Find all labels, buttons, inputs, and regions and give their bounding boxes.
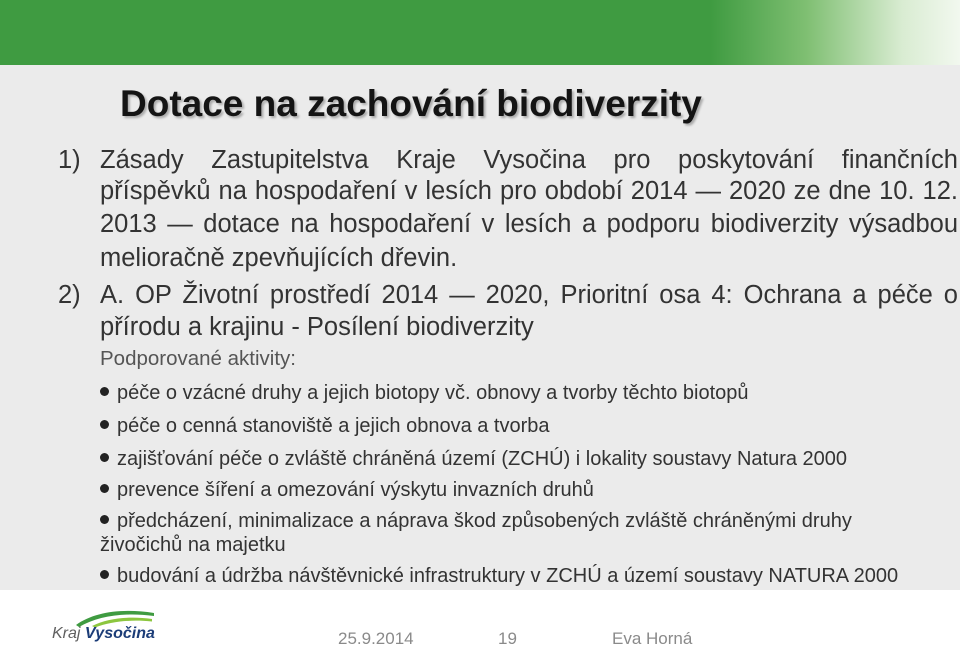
bullet-icon [100,570,109,579]
activity-text: péče o vzácné druhy a jejich biotopy vč. obnovy a tvorby těchto biotopů [117,382,749,404]
activity-text: budování a údržba návštěvnické infrastruktury v ZCHÚ a území soustavy NATURA 2000 [117,565,899,587]
item-2-line-1: A. OP Životní prostředí 2014 — 2020, Prioritní osa 4: Ochrana a péče o [100,281,958,309]
item-1-line-4: melioračně zpevňujících dřevin. [100,244,458,272]
bullet-icon [100,515,109,524]
activity-text: péče o cenná stanoviště a jejich obnova a tvorba [117,415,550,437]
slide-title: Dotace na zachování biodiverzity [120,83,702,124]
logo-wordmark [52,624,155,644]
item-1-line-3: 2013 — dotace na hospodaření v lesích a podporu biodiverzity výsadbou [100,210,958,238]
footer-date: 25.9.2014 [338,629,414,648]
activity-text: zajišťování péče o zvláště chráněná území (ZCHÚ) i lokality soustavy Natura 2000 [117,448,848,470]
activity-item [100,414,950,438]
bullet-icon [100,453,109,462]
item-1-line-2: příspěvků na hospodaření v lesích pro období 2014 — 2020 ze dne 10. 12. [100,177,958,205]
bullet-icon [100,387,109,396]
item-1-line-1: Zásady Zastupitelstva Kraje Vysočina pro poskytování finančních [100,146,958,174]
activity-text: živočichů na majetku [100,534,286,556]
activity-item [100,381,950,405]
activity-text: prevence šíření a omezování výskytu invazních druhů [117,479,594,501]
item-number: 1) [58,146,81,174]
activity-item [100,478,950,502]
logo-word-kraj: Kraj [52,625,81,642]
activities-label: Podporované aktivity: [100,347,297,370]
activity-item [100,509,950,533]
activity-item [100,447,950,471]
activity-item-continuation [100,533,950,557]
activity-text: předcházení, minimalizace a náprava škod způsobených zvláště chráněnými druhy [117,510,852,532]
bullet-icon [100,484,109,493]
footer-author: Eva Horná [612,629,693,648]
item-2-line-2: přírodu a krajinu - Posílení biodiverzity [100,313,534,341]
kraj-vysocina-logo [52,606,162,646]
footer-page-number: 19 [498,629,517,648]
logo-word-vysocina: Vysočina [84,625,155,642]
activity-item [100,564,950,588]
item-number: 2) [58,281,81,309]
header-band [0,0,960,65]
bullet-icon [100,420,109,429]
